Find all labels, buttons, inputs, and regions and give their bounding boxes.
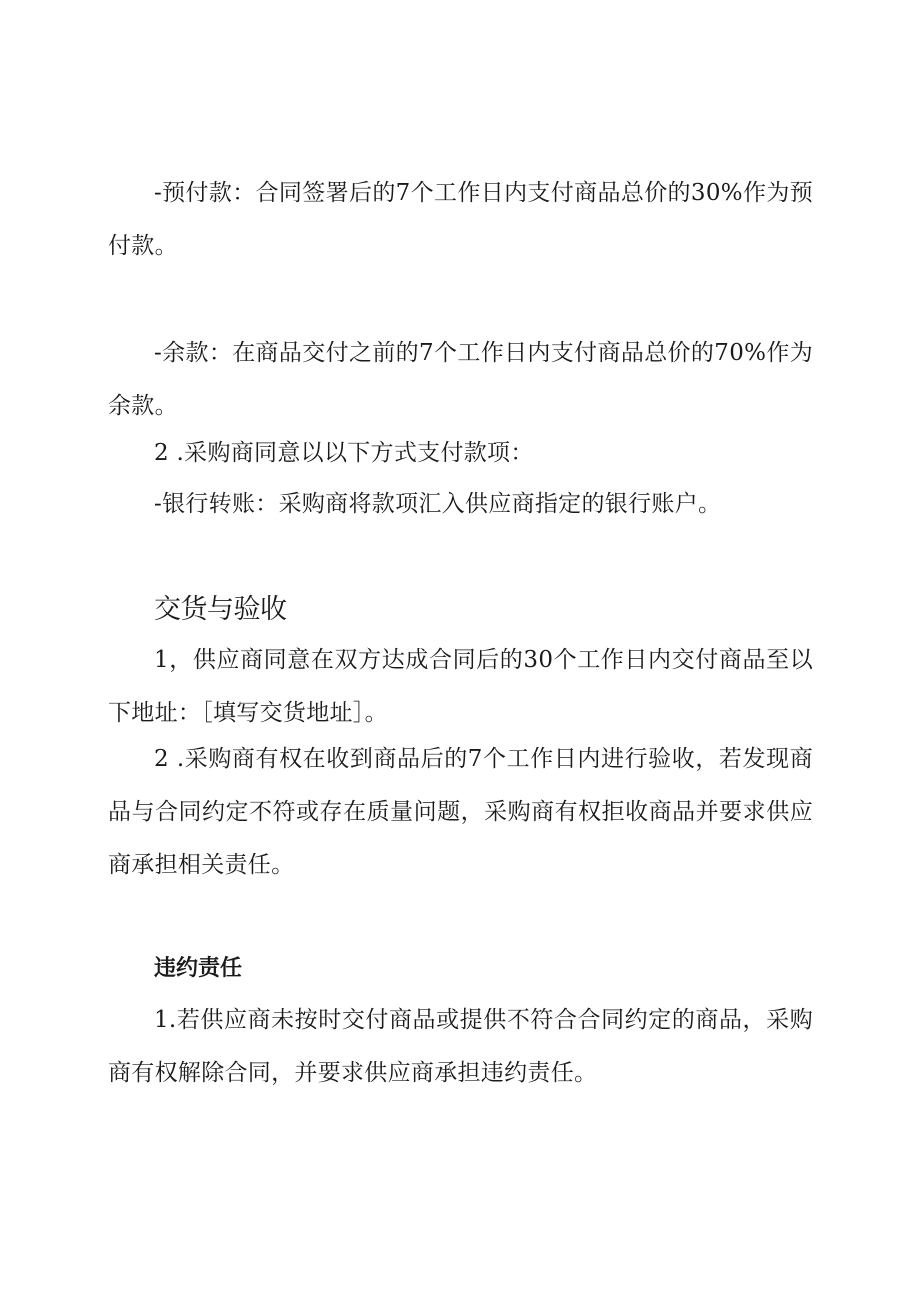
advance-payment-paragraph: -预付款：合同签署后的7个工作日内支付商品总价的30%作为预付款。 [108, 180, 813, 259]
delivery-heading: 交货与验收 [154, 594, 287, 625]
bank-transfer-paragraph: -银行转账：采购商将款项汇入供应商指定的银行账户。 [154, 491, 722, 517]
breach-item-1: 1.若供应商未按时交付商品或提供不符合合同约定的商品，采购商有权解除合同，并要求供应商承担违约责任。 [108, 1007, 813, 1086]
balance-payment-paragraph: -余款：在商品交付之前的7个工作日内支付商品总价的70%作为余款。 [108, 340, 813, 419]
delivery-item-2: 2 .采购商有权在收到商品后的7个工作日内进行验收，若发现商品与合同约定不符或存在质量问题，采购商有权拒收商品并要求供应商承担相关责任。 [108, 746, 813, 878]
delivery-item-1: 1，供应商同意在双方达成合同后的30个工作日内交付商品至以下地址：［填写交货地址］。 [108, 647, 813, 726]
breach-heading: 违约责任 [154, 955, 243, 981]
payment-method-intro: 2 .采购商同意以以下方式支付款项： [154, 440, 534, 466]
